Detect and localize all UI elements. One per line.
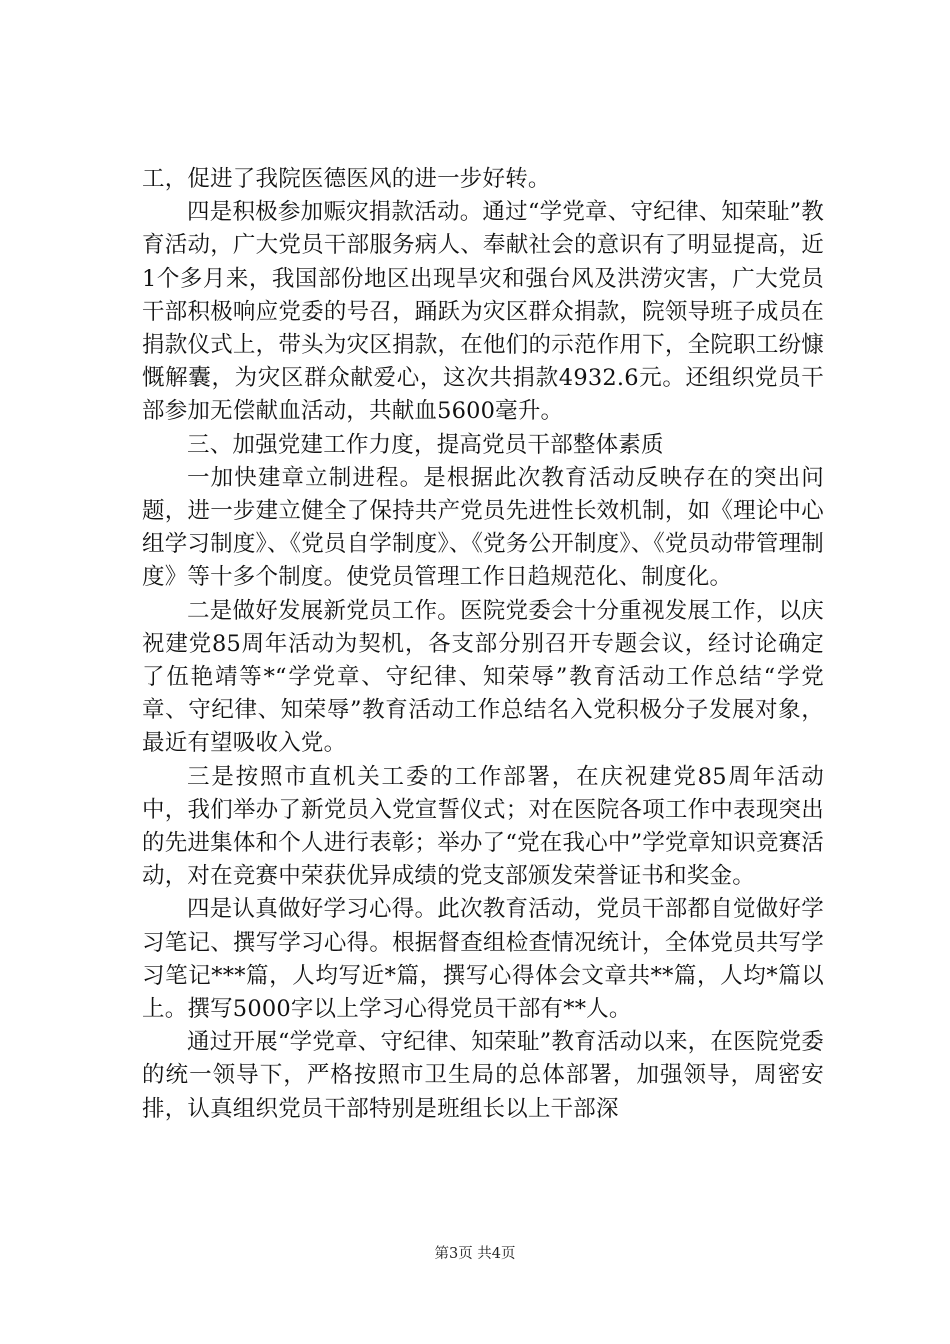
paragraph-5: 二是做好发展新党员工作。医院党委会十分重视发展工作，以庆祝建党85周年活动为契机，各支部分别召开专题会议，经讨论确定了伍艳靖等*“学党章、守纪律、知荣辱”教育活动工作总结“学党章、守纪律、知荣辱”教育活动工作总结名入党积极分子发展对象，最近有望吸收入党。 bbox=[142, 597, 824, 757]
document-body bbox=[142, 163, 824, 1126]
paragraph-8: 通过开展“学党章、守纪律、知荣耻”教育活动以来，在医院党委的统一领导下，严格按照市卫生局的总体部署，加强领导，周密安排，认真组织党员干部特别是班组长以上干部深 bbox=[142, 1029, 824, 1122]
paragraph-4: 一加快建章立制进程。是根据此次教育活动反映存在的突出问题，进一步建立健全了保持共产党员先进性长效机制，如《理论中心组学习制度》、《党员自学制度》、《党务公开制度》、《党员动带管理制度》等十多个制度。使党员管理工作日趋规范化、制度化。 bbox=[142, 464, 824, 591]
paragraph-1: 工，促进了我院医德医风的进一步好转。 bbox=[142, 166, 551, 192]
paragraph-6: 三是按照市直机关工委的工作部署，在庆祝建党85周年活动中，我们举办了新党员入党宣誓仪式；对在医院各项工作中表现突出的先进集体和个人进行表彰；举办了“党在我心中”学党章知识竞赛活动，对在竞赛中荣获优异成绩的党支部颁发荣誉证书和奖金。 bbox=[142, 763, 824, 890]
section-heading: 三、加强党建工作力度，提高党员干部整体素质 bbox=[187, 431, 664, 458]
paragraph-2: 四是积极参加赈灾捐款活动。通过“学党章、守纪律、知荣耻”教育活动，广大党员干部服务病人、奉献社会的意识有了明显提高，近1个多月来，我国部份地区出现旱灾和强台风及洪涝灾害，广大党员干部积极响应党委的号召，踊跃为灾区群众捐款，院领导班子成员在捐款仪式上，带头为灾区捐款，在他们的示范作用下，全院职工纷慷慨解囊，为灾区群众献爱心，这次共捐款4932.6元。还组织党员干部参加无偿献血活动，共献血5600毫升。 bbox=[142, 199, 824, 425]
paragraph-7: 四是认真做好学习心得。此次教育活动，党员干部都自觉做好学习笔记、撰写学习心得。根据督查组检查情况统计，全体党员共写学习笔记***篇，人均写近*篇，撰写心得体会文章共**篇，人均*篇以上。撰写5000字以上学习心得党员干部有**人。 bbox=[142, 896, 824, 1023]
page-footer: 第3页 共4页 bbox=[434, 1246, 516, 1262]
